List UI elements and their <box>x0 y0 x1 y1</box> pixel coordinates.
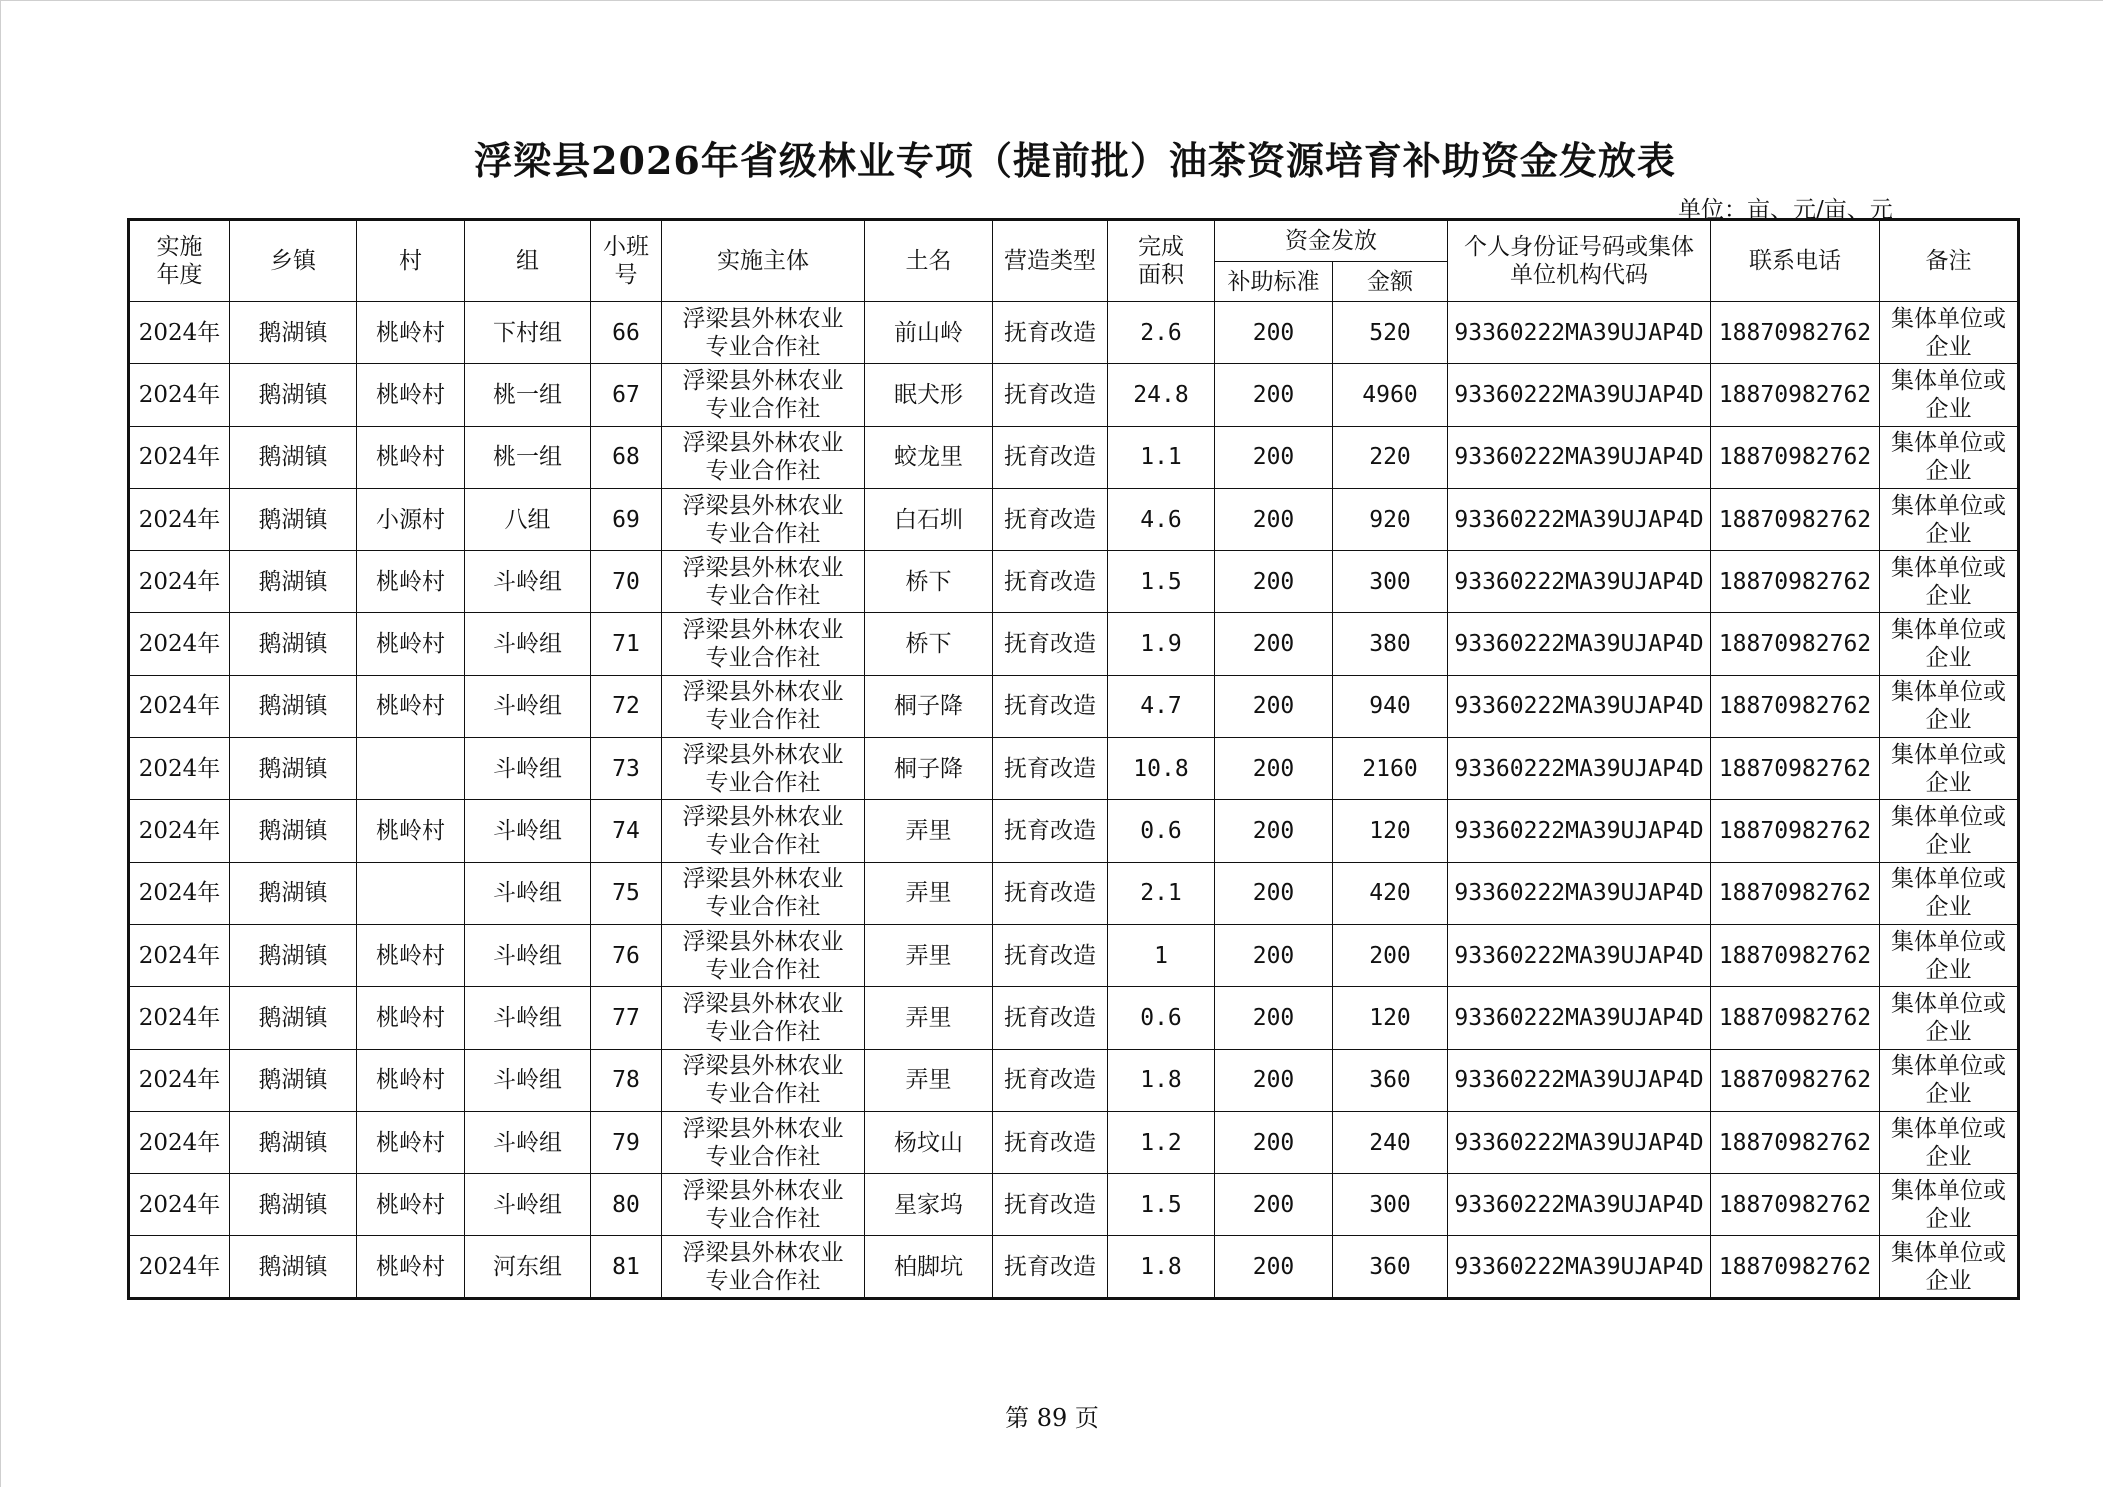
cell-phone: 18870982762 <box>1711 987 1880 1049</box>
cell-group: 斗岭组 <box>465 800 591 862</box>
cell-place: 前山岭 <box>865 302 993 364</box>
cell-entity: 浮梁县外林农业 专业合作社 <box>662 800 865 862</box>
cell-area: 1 <box>1108 924 1215 986</box>
cell-village: 桃岭村 <box>357 302 465 364</box>
cell-group: 下村组 <box>465 302 591 364</box>
cell-type: 抚育改造 <box>993 488 1108 550</box>
cell-amount: 300 <box>1333 1174 1448 1236</box>
cell-remark: 集体单位或 企业 <box>1880 364 2019 426</box>
cell-standard: 200 <box>1215 862 1333 924</box>
cell-group: 斗岭组 <box>465 1049 591 1111</box>
cell-town: 鹅湖镇 <box>230 302 357 364</box>
cell-entity: 浮梁县外林农业 专业合作社 <box>662 987 865 1049</box>
cell-year: 2024年 <box>129 1111 230 1173</box>
cell-standard: 200 <box>1215 1174 1333 1236</box>
cell-id-code: 93360222MA39UJAP4D <box>1448 426 1711 488</box>
cell-remark: 集体单位或 企业 <box>1880 302 2019 364</box>
cell-remark: 集体单位或 企业 <box>1880 738 2019 800</box>
cell-entity: 浮梁县外林农业 专业合作社 <box>662 613 865 675</box>
cell-remark: 集体单位或 企业 <box>1880 1236 2019 1298</box>
cell-area: 1.5 <box>1108 1174 1215 1236</box>
cell-place: 蛟龙里 <box>865 426 993 488</box>
cell-year: 2024年 <box>129 800 230 862</box>
cell-id-code: 93360222MA39UJAP4D <box>1448 738 1711 800</box>
cell-id-code: 93360222MA39UJAP4D <box>1448 613 1711 675</box>
cell-remark: 集体单位或 企业 <box>1880 551 2019 613</box>
cell-town: 鹅湖镇 <box>230 426 357 488</box>
cell-phone: 18870982762 <box>1711 302 1880 364</box>
cell-area: 4.6 <box>1108 488 1215 550</box>
cell-area: 0.6 <box>1108 800 1215 862</box>
cell-amount: 2160 <box>1333 738 1448 800</box>
cell-standard: 200 <box>1215 302 1333 364</box>
cell-place: 弄里 <box>865 1049 993 1111</box>
cell-place: 桐子降 <box>865 738 993 800</box>
cell-remark: 集体单位或 企业 <box>1880 1174 2019 1236</box>
cell-place: 柏脚坑 <box>865 1236 993 1298</box>
cell-year: 2024年 <box>129 613 230 675</box>
cell-standard: 200 <box>1215 924 1333 986</box>
cell-phone: 18870982762 <box>1711 364 1880 426</box>
header-village: 村 <box>357 220 465 302</box>
cell-plot-no: 74 <box>591 800 662 862</box>
cell-town: 鹅湖镇 <box>230 364 357 426</box>
cell-phone: 18870982762 <box>1711 862 1880 924</box>
cell-place: 星家坞 <box>865 1174 993 1236</box>
cell-phone: 18870982762 <box>1711 924 1880 986</box>
table-body <box>129 302 2019 1299</box>
table-row <box>129 1174 2019 1236</box>
cell-village: 桃岭村 <box>357 1111 465 1173</box>
cell-village: 桃岭村 <box>357 675 465 737</box>
cell-town: 鹅湖镇 <box>230 924 357 986</box>
cell-year: 2024年 <box>129 302 230 364</box>
cell-id-code: 93360222MA39UJAP4D <box>1448 551 1711 613</box>
cell-standard: 200 <box>1215 987 1333 1049</box>
cell-standard: 200 <box>1215 738 1333 800</box>
cell-amount: 300 <box>1333 551 1448 613</box>
cell-village: 桃岭村 <box>357 1049 465 1111</box>
cell-phone: 18870982762 <box>1711 800 1880 862</box>
cell-remark: 集体单位或 企业 <box>1880 862 2019 924</box>
cell-id-code: 93360222MA39UJAP4D <box>1448 862 1711 924</box>
cell-type: 抚育改造 <box>993 551 1108 613</box>
page-number: 第 89 页 <box>1005 1404 1099 1432</box>
cell-plot-no: 78 <box>591 1049 662 1111</box>
table-row <box>129 613 2019 675</box>
cell-id-code: 93360222MA39UJAP4D <box>1448 675 1711 737</box>
cell-entity: 浮梁县外林农业 专业合作社 <box>662 862 865 924</box>
cell-phone: 18870982762 <box>1711 675 1880 737</box>
cell-place: 眠犬形 <box>865 364 993 426</box>
cell-town: 鹅湖镇 <box>230 862 357 924</box>
cell-town: 鹅湖镇 <box>230 488 357 550</box>
cell-place: 桥下 <box>865 551 993 613</box>
cell-type: 抚育改造 <box>993 364 1108 426</box>
cell-standard: 200 <box>1215 1236 1333 1298</box>
table-row <box>129 364 2019 426</box>
table-row <box>129 1236 2019 1298</box>
header-phone: 联系电话 <box>1711 220 1880 302</box>
cell-standard: 200 <box>1215 488 1333 550</box>
cell-year: 2024年 <box>129 924 230 986</box>
cell-village: 桃岭村 <box>357 924 465 986</box>
table-row <box>129 924 2019 986</box>
cell-entity: 浮梁县外林农业 专业合作社 <box>662 488 865 550</box>
cell-group: 斗岭组 <box>465 987 591 1049</box>
cell-area: 1.1 <box>1108 426 1215 488</box>
cell-group: 斗岭组 <box>465 675 591 737</box>
cell-remark: 集体单位或 企业 <box>1880 987 2019 1049</box>
cell-group: 斗岭组 <box>465 613 591 675</box>
cell-area: 1.9 <box>1108 613 1215 675</box>
cell-amount: 940 <box>1333 675 1448 737</box>
cell-phone: 18870982762 <box>1711 1236 1880 1298</box>
header-entity: 实施主体 <box>662 220 865 302</box>
cell-village <box>357 738 465 800</box>
cell-area: 4.7 <box>1108 675 1215 737</box>
cell-type: 抚育改造 <box>993 924 1108 986</box>
table-row <box>129 551 2019 613</box>
cell-area: 1.5 <box>1108 551 1215 613</box>
header-amount: 金额 <box>1333 262 1448 302</box>
cell-village: 桃岭村 <box>357 551 465 613</box>
cell-entity: 浮梁县外林农业 专业合作社 <box>662 738 865 800</box>
cell-type: 抚育改造 <box>993 1049 1108 1111</box>
cell-type: 抚育改造 <box>993 738 1108 800</box>
cell-area: 1.2 <box>1108 1111 1215 1173</box>
cell-area: 24.8 <box>1108 364 1215 426</box>
cell-plot-no: 71 <box>591 613 662 675</box>
cell-year: 2024年 <box>129 364 230 426</box>
cell-town: 鹅湖镇 <box>230 551 357 613</box>
cell-year: 2024年 <box>129 987 230 1049</box>
cell-village: 桃岭村 <box>357 1236 465 1298</box>
cell-town: 鹅湖镇 <box>230 800 357 862</box>
cell-entity: 浮梁县外林农业 专业合作社 <box>662 1236 865 1298</box>
cell-area: 1.8 <box>1108 1049 1215 1111</box>
cell-village: 桃岭村 <box>357 613 465 675</box>
cell-amount: 220 <box>1333 426 1448 488</box>
header-type: 营造类型 <box>993 220 1108 302</box>
header-standard: 补助标准 <box>1215 262 1333 302</box>
cell-entity: 浮梁县外林农业 专业合作社 <box>662 1174 865 1236</box>
cell-plot-no: 76 <box>591 924 662 986</box>
cell-plot-no: 66 <box>591 302 662 364</box>
header-group: 组 <box>465 220 591 302</box>
unit-label: 单位：亩、元/亩、元 <box>1678 197 1893 223</box>
cell-group: 斗岭组 <box>465 1174 591 1236</box>
cell-town: 鹅湖镇 <box>230 738 357 800</box>
cell-type: 抚育改造 <box>993 675 1108 737</box>
cell-entity: 浮梁县外林农业 专业合作社 <box>662 551 865 613</box>
cell-id-code: 93360222MA39UJAP4D <box>1448 302 1711 364</box>
cell-group: 桃一组 <box>465 364 591 426</box>
cell-place: 桥下 <box>865 613 993 675</box>
cell-year: 2024年 <box>129 488 230 550</box>
cell-town: 鹅湖镇 <box>230 1111 357 1173</box>
cell-place: 弄里 <box>865 862 993 924</box>
cell-amount: 920 <box>1333 488 1448 550</box>
cell-id-code: 93360222MA39UJAP4D <box>1448 800 1711 862</box>
cell-place: 桐子降 <box>865 675 993 737</box>
cell-year: 2024年 <box>129 675 230 737</box>
cell-standard: 200 <box>1215 551 1333 613</box>
cell-phone: 18870982762 <box>1711 551 1880 613</box>
cell-village: 桃岭村 <box>357 364 465 426</box>
cell-entity: 浮梁县外林农业 专业合作社 <box>662 364 865 426</box>
cell-amount: 380 <box>1333 613 1448 675</box>
cell-plot-no: 77 <box>591 987 662 1049</box>
cell-plot-no: 79 <box>591 1111 662 1173</box>
table-row <box>129 1049 2019 1111</box>
cell-standard: 200 <box>1215 364 1333 426</box>
cell-year: 2024年 <box>129 426 230 488</box>
table-row <box>129 1111 2019 1173</box>
cell-plot-no: 75 <box>591 862 662 924</box>
cell-type: 抚育改造 <box>993 1236 1108 1298</box>
cell-type: 抚育改造 <box>993 862 1108 924</box>
header-place: 土名 <box>865 220 993 302</box>
cell-group: 斗岭组 <box>465 862 591 924</box>
cell-town: 鹅湖镇 <box>230 1236 357 1298</box>
cell-amount: 120 <box>1333 800 1448 862</box>
cell-group: 斗岭组 <box>465 738 591 800</box>
cell-standard: 200 <box>1215 426 1333 488</box>
cell-remark: 集体单位或 企业 <box>1880 675 2019 737</box>
cell-place: 弄里 <box>865 987 993 1049</box>
cell-remark: 集体单位或 企业 <box>1880 1111 2019 1173</box>
cell-remark: 集体单位或 企业 <box>1880 1049 2019 1111</box>
table-row <box>129 738 2019 800</box>
cell-group: 斗岭组 <box>465 1111 591 1173</box>
cell-village: 桃岭村 <box>357 987 465 1049</box>
header-plot-no: 小班 号 <box>591 220 662 302</box>
cell-village: 桃岭村 <box>357 800 465 862</box>
header-remark: 备注 <box>1880 220 2019 302</box>
header-town: 乡镇 <box>230 220 357 302</box>
cell-id-code: 93360222MA39UJAP4D <box>1448 488 1711 550</box>
cell-group: 八组 <box>465 488 591 550</box>
table-row <box>129 675 2019 737</box>
cell-amount: 520 <box>1333 302 1448 364</box>
cell-group: 桃一组 <box>465 426 591 488</box>
cell-year: 2024年 <box>129 1049 230 1111</box>
cell-entity: 浮梁县外林农业 专业合作社 <box>662 675 865 737</box>
cell-type: 抚育改造 <box>993 1111 1108 1173</box>
cell-plot-no: 80 <box>591 1174 662 1236</box>
cell-amount: 240 <box>1333 1111 1448 1173</box>
cell-area: 1.8 <box>1108 1236 1215 1298</box>
cell-standard: 200 <box>1215 1111 1333 1173</box>
cell-year: 2024年 <box>129 551 230 613</box>
cell-plot-no: 70 <box>591 551 662 613</box>
cell-plot-no: 81 <box>591 1236 662 1298</box>
cell-type: 抚育改造 <box>993 426 1108 488</box>
cell-phone: 18870982762 <box>1711 1174 1880 1236</box>
cell-area: 0.6 <box>1108 987 1215 1049</box>
cell-plot-no: 67 <box>591 364 662 426</box>
cell-amount: 420 <box>1333 862 1448 924</box>
cell-group: 河东组 <box>465 1236 591 1298</box>
table-row <box>129 987 2019 1049</box>
table-row <box>129 426 2019 488</box>
cell-entity: 浮梁县外林农业 专业合作社 <box>662 1111 865 1173</box>
cell-standard: 200 <box>1215 613 1333 675</box>
cell-type: 抚育改造 <box>993 1174 1108 1236</box>
page-title: 浮梁县2026年省级林业专项（提前批）油茶资源培育补助资金发放表 <box>474 138 1676 183</box>
cell-id-code: 93360222MA39UJAP4D <box>1448 987 1711 1049</box>
cell-plot-no: 69 <box>591 488 662 550</box>
cell-amount: 360 <box>1333 1049 1448 1111</box>
cell-phone: 18870982762 <box>1711 1111 1880 1173</box>
cell-id-code: 93360222MA39UJAP4D <box>1448 1174 1711 1236</box>
cell-phone: 18870982762 <box>1711 1049 1880 1111</box>
subsidy-table <box>127 218 2020 1300</box>
cell-village: 桃岭村 <box>357 426 465 488</box>
cell-id-code: 93360222MA39UJAP4D <box>1448 364 1711 426</box>
cell-town: 鹅湖镇 <box>230 675 357 737</box>
cell-type: 抚育改造 <box>993 800 1108 862</box>
cell-entity: 浮梁县外林农业 专业合作社 <box>662 426 865 488</box>
cell-plot-no: 73 <box>591 738 662 800</box>
cell-phone: 18870982762 <box>1711 426 1880 488</box>
cell-town: 鹅湖镇 <box>230 1174 357 1236</box>
cell-standard: 200 <box>1215 800 1333 862</box>
cell-standard: 200 <box>1215 1049 1333 1111</box>
cell-plot-no: 68 <box>591 426 662 488</box>
cell-type: 抚育改造 <box>993 302 1108 364</box>
header-id-code: 个人身份证号码或集体 单位机构代码 <box>1448 220 1711 302</box>
header-year: 实施 年度 <box>129 220 230 302</box>
cell-amount: 120 <box>1333 987 1448 1049</box>
cell-year: 2024年 <box>129 738 230 800</box>
header-funds: 资金发放 <box>1215 220 1448 262</box>
cell-remark: 集体单位或 企业 <box>1880 488 2019 550</box>
cell-place: 杨坟山 <box>865 1111 993 1173</box>
cell-area: 2.1 <box>1108 862 1215 924</box>
cell-group: 斗岭组 <box>465 924 591 986</box>
cell-amount: 360 <box>1333 1236 1448 1298</box>
cell-year: 2024年 <box>129 1236 230 1298</box>
cell-place: 弄里 <box>865 924 993 986</box>
cell-area: 2.6 <box>1108 302 1215 364</box>
cell-id-code: 93360222MA39UJAP4D <box>1448 1111 1711 1173</box>
cell-type: 抚育改造 <box>993 613 1108 675</box>
cell-place: 弄里 <box>865 800 993 862</box>
table-row <box>129 488 2019 550</box>
cell-phone: 18870982762 <box>1711 488 1880 550</box>
cell-type: 抚育改造 <box>993 987 1108 1049</box>
cell-year: 2024年 <box>129 1174 230 1236</box>
table-row <box>129 800 2019 862</box>
cell-place: 白石圳 <box>865 488 993 550</box>
cell-entity: 浮梁县外林农业 专业合作社 <box>662 302 865 364</box>
cell-remark: 集体单位或 企业 <box>1880 613 2019 675</box>
cell-standard: 200 <box>1215 675 1333 737</box>
cell-id-code: 93360222MA39UJAP4D <box>1448 1049 1711 1111</box>
cell-remark: 集体单位或 企业 <box>1880 426 2019 488</box>
cell-remark: 集体单位或 企业 <box>1880 924 2019 986</box>
cell-id-code: 93360222MA39UJAP4D <box>1448 1236 1711 1298</box>
table-row <box>129 862 2019 924</box>
cell-group: 斗岭组 <box>465 551 591 613</box>
cell-village: 桃岭村 <box>357 1174 465 1236</box>
cell-id-code: 93360222MA39UJAP4D <box>1448 924 1711 986</box>
table-row <box>129 302 2019 364</box>
cell-phone: 18870982762 <box>1711 738 1880 800</box>
cell-entity: 浮梁县外林农业 专业合作社 <box>662 924 865 986</box>
cell-village <box>357 862 465 924</box>
cell-amount: 4960 <box>1333 364 1448 426</box>
cell-town: 鹅湖镇 <box>230 1049 357 1111</box>
header-area: 完成 面积 <box>1108 220 1215 302</box>
cell-phone: 18870982762 <box>1711 613 1880 675</box>
cell-amount: 200 <box>1333 924 1448 986</box>
cell-year: 2024年 <box>129 862 230 924</box>
cell-area: 10.8 <box>1108 738 1215 800</box>
cell-village: 小源村 <box>357 488 465 550</box>
cell-plot-no: 72 <box>591 675 662 737</box>
cell-remark: 集体单位或 企业 <box>1880 800 2019 862</box>
cell-town: 鹅湖镇 <box>230 987 357 1049</box>
cell-town: 鹅湖镇 <box>230 613 357 675</box>
cell-entity: 浮梁县外林农业 专业合作社 <box>662 1049 865 1111</box>
